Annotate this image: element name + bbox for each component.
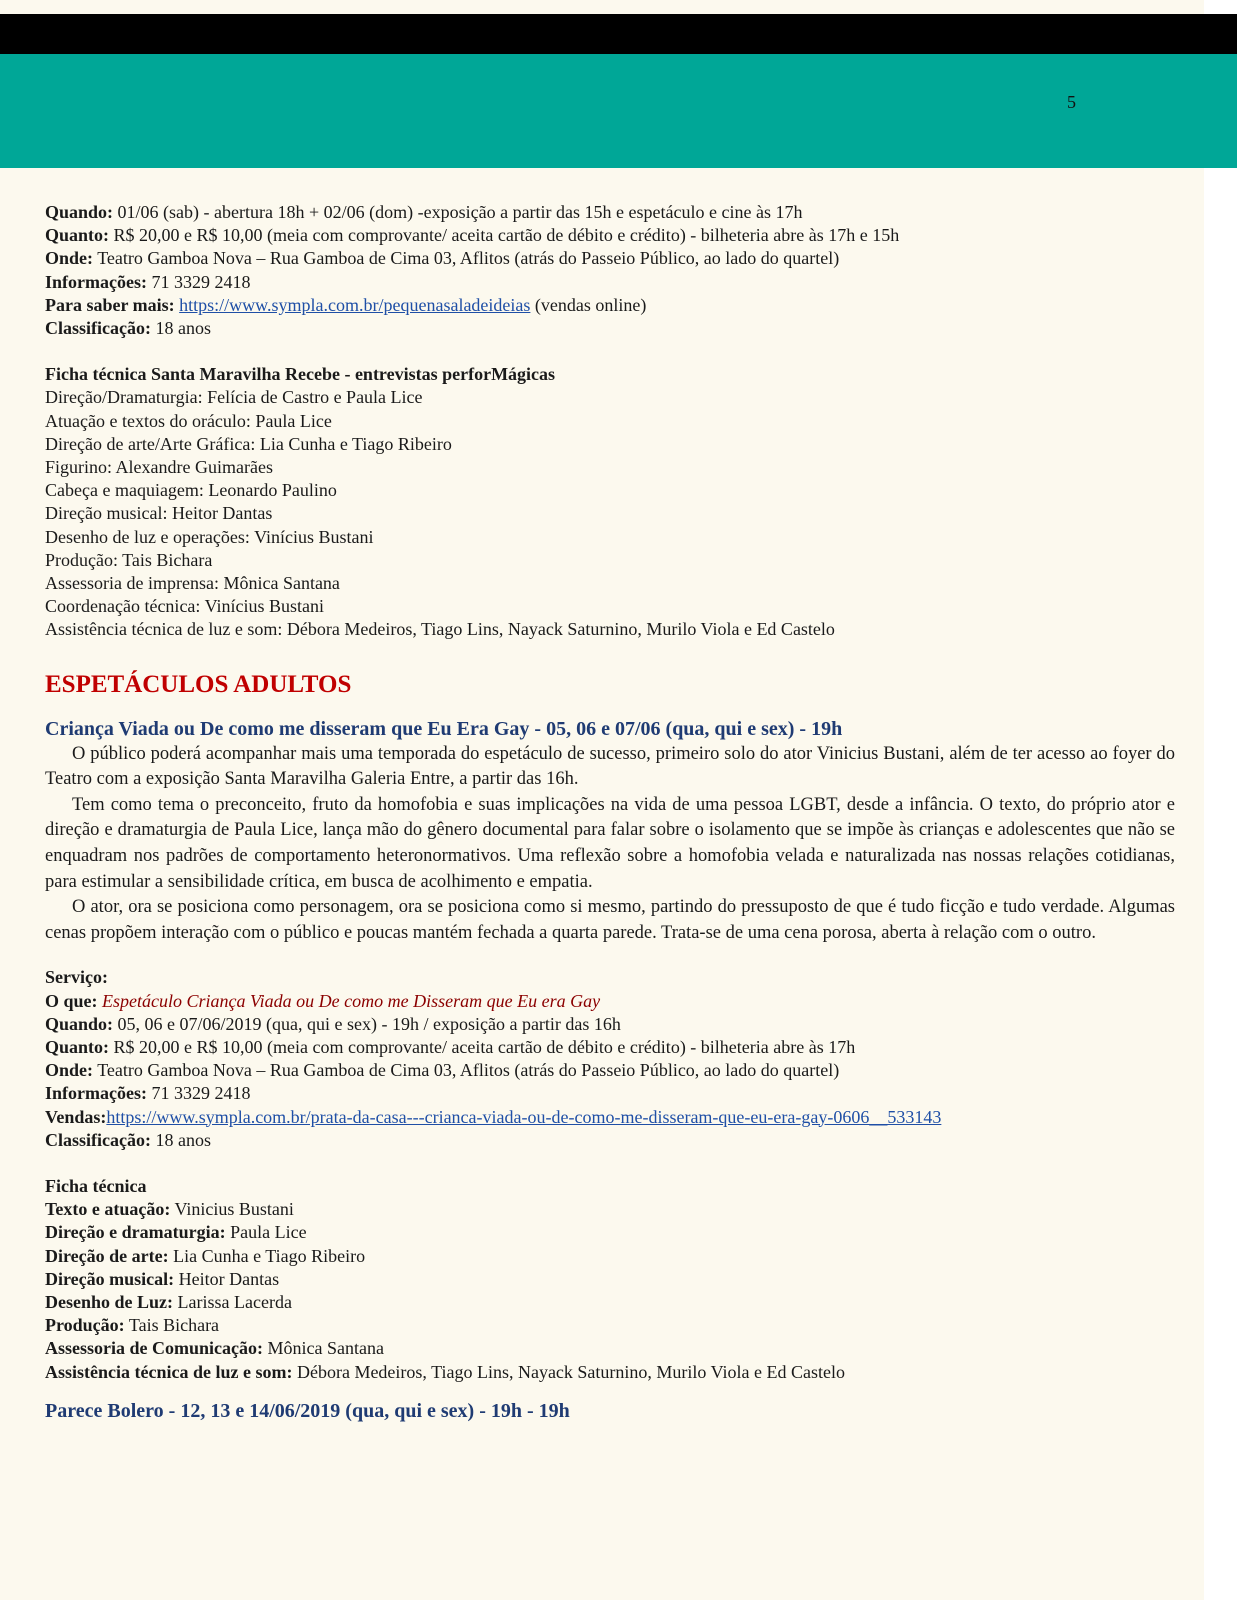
ficha-tecnica-2 xyxy=(45,1175,1175,1384)
service-line xyxy=(45,1106,1175,1129)
service-line xyxy=(45,247,1175,270)
vendas-link[interactable]: https://www.sympla.com.br/prata-da-casa---crianca-viada-ou-de-como-me-disseram-que-eu-era-gay-0606__533143 xyxy=(106,1106,942,1127)
ficha-value: Larissa Lacerda xyxy=(173,1292,292,1313)
service-value: Espetáculo Criança Viada ou De como me Disseram que Eu era Gay xyxy=(97,990,601,1011)
service-line xyxy=(45,1036,1175,1059)
service-label: Classificação: xyxy=(45,1129,151,1150)
ficha-value: Débora Medeiros, Tiago Lins, Nayack Saturnino, Murilo Viola e Ed Castelo xyxy=(292,1361,845,1382)
service-value: 18 anos xyxy=(150,318,211,339)
show-title: Parece Bolero - 12, 13 e 14/06/2019 (qua, qui e sex) - 19h - 19h xyxy=(45,1399,570,1422)
service-value: 18 anos xyxy=(150,1129,211,1150)
ficha-line: Cabeça e maquiagem: Leonardo Paulino xyxy=(45,480,337,501)
ficha-line: Assistência técnica de luz e som: Débora Medeiros, Tiago Lins, Nayack Saturnino, Murilo Viola e Ed Castelo xyxy=(45,619,835,640)
ficha-line xyxy=(45,1198,1175,1221)
service-line xyxy=(45,317,1175,340)
service-value: R$ 20,00 e R$ 10,00 (meia com comprovante/ aceita cartão de débito e crédito) - bilheteria abre às 17h xyxy=(109,1037,856,1058)
service-value: (vendas online) xyxy=(530,294,647,315)
ficha-label: Desenho de Luz: xyxy=(45,1292,174,1313)
ficha-value: Heitor Dantas xyxy=(174,1268,280,1289)
ficha-line: Direção/Dramaturgia: Felícia de Castro e Paula Lice xyxy=(45,387,423,408)
service-line xyxy=(45,990,1175,1013)
service-value: R$ 20,00 e R$ 10,00 (meia com comprovante/ aceita cartão de débito e crédito) - bilheteria abre às 17h e 15h xyxy=(109,225,900,246)
ficha-label: Texto e atuação: xyxy=(45,1199,171,1220)
service-label: Informações: xyxy=(45,271,147,292)
ficha-line: Direção de arte/Arte Gráfica: Lia Cunha e Tiago Ribeiro xyxy=(45,433,452,454)
ficha-line: Atuação e textos do oráculo: Paula Lice xyxy=(45,410,332,431)
ficha-line xyxy=(45,1361,1175,1384)
service-line xyxy=(45,271,1175,294)
ficha-tecnica-1 xyxy=(45,363,1175,641)
service-value: 71 3329 2418 xyxy=(146,271,251,292)
header-teal-band xyxy=(0,54,1237,168)
ficha-line: Produção: Tais Bichara xyxy=(45,549,213,570)
service-label: Informações: xyxy=(45,1083,147,1104)
ficha-value: Lia Cunha e Tiago Ribeiro xyxy=(168,1245,366,1266)
ficha-label: Assessoria de Comunicação: xyxy=(45,1338,263,1359)
service-line xyxy=(45,294,1175,317)
service-label: Quanto: xyxy=(45,225,110,246)
ficha-line: Direção musical: Heitor Dantas xyxy=(45,503,273,524)
service-value: Teatro Gamboa Nova – Rua Gamboa de Cima 03, Aflitos (atrás do Passeio Público, ao lado do quartel) xyxy=(93,1060,840,1081)
ficha-line xyxy=(45,1314,1175,1337)
service-label: Onde: xyxy=(45,1060,94,1081)
ficha-title: Ficha técnica xyxy=(45,1176,147,1197)
service-line xyxy=(45,1082,1175,1105)
service-label: Vendas: xyxy=(45,1106,107,1127)
ficha-value: Paula Lice xyxy=(225,1222,307,1243)
ficha-line xyxy=(45,1221,1175,1244)
service-label: Onde: xyxy=(45,248,94,269)
sympla-link[interactable]: https://www.sympla.com.br/pequenasaladeideias xyxy=(179,294,531,315)
ficha-title: Ficha técnica Santa Maravilha Recebe - entrevistas perforMágicas xyxy=(45,364,556,385)
ficha-line: Desenho de luz e operações: Vinícius Bustani xyxy=(45,526,374,547)
ficha-label: Direção e dramaturgia: xyxy=(45,1222,226,1243)
show-description xyxy=(45,742,1175,947)
service-line xyxy=(45,224,1175,247)
section-title: ESPETÁCULOS ADULTOS xyxy=(45,670,352,698)
service-label: Para saber mais: xyxy=(45,294,175,315)
service-label: Quando: xyxy=(45,202,114,222)
ficha-label: Assistência técnica de luz e som: xyxy=(45,1361,293,1382)
document-content xyxy=(45,201,1175,1424)
service-line xyxy=(45,1059,1175,1082)
service-value: Teatro Gamboa Nova – Rua Gamboa de Cima 03, Aflitos (atrás do Passeio Público, ao lado do quartel) xyxy=(93,248,840,269)
ficha-line xyxy=(45,1291,1175,1314)
ficha-value: Mônica Santana xyxy=(263,1338,384,1359)
service-value: 01/06 (sab) - abertura 18h + 02/06 (dom) -exposição a partir das 15h e espetáculo e cine às 17h xyxy=(113,202,803,222)
header-black-bar xyxy=(0,14,1237,54)
ficha-label: Direção de arte: xyxy=(45,1245,169,1266)
paragraph: O público poderá acompanhar mais uma temporada do espetáculo de sucesso, primeiro solo do ator Vinicius Bustani, além de ter acesso ao foyer do Teatro com a exposição Santa Maravilha Galeria Entre, a partir das 16h. xyxy=(45,743,1175,790)
service-label: Classificação: xyxy=(45,318,151,339)
ficha-line: Assessoria de imprensa: Mônica Santana xyxy=(45,573,340,594)
service-line xyxy=(45,1013,1175,1036)
servico-heading: Serviço: xyxy=(45,967,108,988)
service-line xyxy=(45,201,1175,224)
service-label: Quanto: xyxy=(45,1037,110,1058)
ficha-line: Coordenação técnica: Vinícius Bustani xyxy=(45,596,325,617)
ficha-line xyxy=(45,1268,1175,1291)
ficha-line xyxy=(45,1337,1175,1360)
ficha-value: Vinicius Bustani xyxy=(170,1199,294,1220)
service-value: 05, 06 e 07/06/2019 (qua, qui e sex) - 19h / exposição a partir das 16h xyxy=(113,1013,621,1034)
paragraph: Tem como tema o preconceito, fruto da homofobia e suas implicações na vida de uma pessoa LGBT, desde a infância. O texto, do próprio ator e direção e dramaturgia de Paula Lice, lança mão do gênero documental para falar sobre o isolamento que se impõe às crianças e adolescentes que não se enquadram nos padrões de comportamento heteronormativos. Uma reflexão sobre a homofobia velada e naturalizada nas nossas relações cotidianas, para estimular a sensibilidade crítica, em busca de acolhimento e empatia. xyxy=(45,794,1175,892)
ficha-label: Direção musical: xyxy=(45,1268,175,1289)
ficha-line xyxy=(45,1245,1175,1268)
service-value: 71 3329 2418 xyxy=(146,1083,251,1104)
paragraph: O ator, ora se posiciona como personagem, ora se posiciona como si mesmo, partindo do pressuposto de que é tudo ficção e tudo verdade. Algumas cenas propõem interação com o público e poucas mantém fechada a quarta parede. Trata-se de uma cena porosa, aberta à relação com o outro. xyxy=(45,897,1175,943)
service-block-2 xyxy=(45,966,1175,1152)
service-label: Quando: xyxy=(45,1013,114,1034)
show-title: Criança Viada ou De como me disseram que Eu Era Gay - 05, 06 e 07/06 (qua, qui e sex) - 19h xyxy=(45,717,843,740)
service-label: O que: xyxy=(45,990,98,1011)
ficha-label: Produção: xyxy=(45,1315,125,1336)
page-number: 5 xyxy=(1067,92,1076,112)
service-block-1 xyxy=(45,201,1175,340)
ficha-value: Tais Bichara xyxy=(124,1315,220,1336)
ficha-line: Figurino: Alexandre Guimarães xyxy=(45,457,273,478)
service-line xyxy=(45,1129,1175,1152)
